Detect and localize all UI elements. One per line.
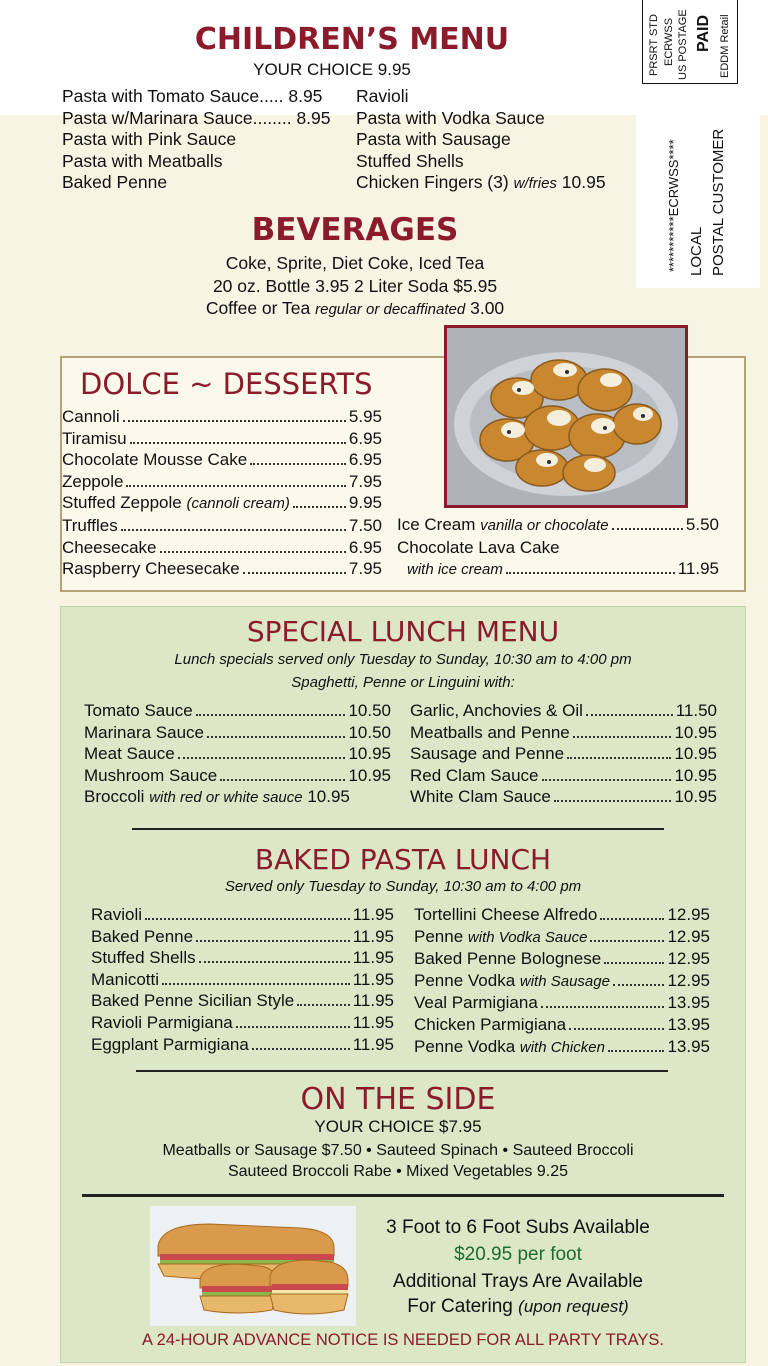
list-item: Red Clam Sauce 10.95	[410, 765, 717, 785]
subs-price: $20.95 per foot	[454, 1244, 582, 1265]
list-item: Manicotti 11.95	[91, 969, 394, 989]
baked-right-list	[414, 904, 710, 1058]
lava-cake-note: with ice cream 11.95	[407, 559, 719, 579]
postal-customer-panel	[636, 90, 760, 288]
subs-info	[360, 1214, 676, 1319]
list-item: Pasta with Tomato Sauce..... 8.95	[62, 86, 323, 106]
list-item: Pasta w/Marinara Sauce........ 8.95	[62, 107, 331, 128]
special-lunch-subtitle: Lunch specials served only Tuesday to Sunday, 10:30 am to 4:00 pm	[174, 651, 632, 668]
list-item: Veal Parmigiana 13.95	[414, 993, 710, 1013]
desserts-list	[62, 406, 382, 580]
list-item: Chocolate Mousse Cake 6.95	[62, 450, 382, 470]
special-lunch-title: SPECIAL LUNCH MENU	[246, 615, 560, 648]
lunch-right-list	[410, 700, 717, 808]
list-item: Stuffed Shells	[356, 150, 464, 171]
list-item: Sausage and Penne 10.95	[410, 744, 717, 764]
postage-line: ECRWSS	[663, 17, 675, 66]
side-line: Sauteed Broccoli Rabe • Mixed Vegetables 9.25	[227, 1163, 569, 1180]
list-item: Stuffed Shells 11.95	[91, 948, 394, 968]
list-item: Baked Penne Bolognese 12.95	[414, 949, 710, 969]
postal-customer-label: POSTAL CUSTOMER	[710, 128, 727, 276]
postage-line: PRSRT STD	[648, 14, 660, 76]
section-divider	[136, 1070, 668, 1072]
childrens-menu-title: CHILDREN’S MENU	[194, 22, 510, 57]
baked-pasta-subtitle: Served only Tuesday to Sunday, 10:30 am to 4:00 pm	[224, 878, 582, 895]
list-item: Chicken Fingers (3) w/fries 10.95	[356, 172, 606, 193]
postage-indicia	[642, 0, 738, 84]
childrens-left-list	[62, 86, 352, 194]
list-item: Ravioli 11.95	[91, 905, 394, 924]
subs-line: 3 Foot to 6 Foot Subs Available	[386, 1217, 650, 1238]
list-item: Baked Penne	[62, 172, 168, 193]
baked-pasta-title: BAKED PASTA LUNCH	[254, 843, 552, 876]
side-line: Meatballs or Sausage $7.50 • Sauteed Spinach • Sauteed Broccoli	[162, 1142, 634, 1159]
list-item: Ravioli Parmigiana 11.95	[91, 1012, 394, 1032]
ice-cream-item: Ice Cream vanilla or chocolate 5.50 Chocolate Lava Cake with ice cream 11.95	[397, 514, 719, 581]
list-item: Broccoli with red or white sauce 10.95	[84, 787, 350, 807]
on-the-side-list	[0, 1140, 768, 1182]
ecrwss-line: ***********ECRWSS****	[666, 139, 681, 272]
on-the-side-subtitle: YOUR CHOICE $7.95	[314, 1117, 482, 1136]
beverages-list	[60, 252, 650, 322]
list-item: Chicken Parmigiana 13.95	[414, 1014, 710, 1034]
list-item: Pasta with Meatballs	[62, 150, 223, 171]
list-item: Baked Penne Sicilian Style 11.95	[91, 991, 394, 1011]
list-item: Tiramisu 6.95	[62, 428, 382, 448]
list-item: Tomato Sauce 10.50	[84, 701, 391, 720]
list-item: Meatballs and Penne 10.95	[410, 722, 717, 742]
beverages-line: Coffee or Tea regular or decaffinated 3.00	[205, 298, 505, 318]
list-item: Pasta with Vodka Sauce	[356, 107, 545, 128]
subs-line: For Catering (upon request)	[407, 1296, 629, 1317]
special-lunch-subtitle-2: Spaghetti, Penne or Linguini with:	[291, 674, 515, 691]
postage-paid: PAID	[695, 14, 712, 52]
list-item: Cheesecake 6.95	[62, 537, 382, 557]
subs-photo	[150, 1206, 356, 1326]
list-item: Baked Penne 11.95	[91, 926, 394, 946]
list-item: Zeppole 7.95	[62, 471, 382, 491]
list-item: Tortellini Cheese Alfredo 12.95	[414, 905, 710, 924]
list-item: Eggplant Parmigiana 11.95	[91, 1034, 394, 1054]
list-item: Penne Vodka with Chicken 13.95	[414, 1036, 710, 1056]
zeppole-illustration	[447, 328, 685, 505]
childrens-menu-subtitle: YOUR CHOICE 9.95	[253, 60, 411, 79]
list-item: Mushroom Sauce 10.95	[84, 765, 391, 785]
postage-line: US POSTAGE	[677, 9, 689, 80]
list-item: Meat Sauce 10.95	[84, 744, 391, 764]
list-item: Raspberry Cheesecake 7.95	[62, 559, 382, 579]
section-divider	[132, 828, 664, 830]
baked-left-list	[91, 904, 394, 1055]
list-item: Marinara Sauce 10.50	[84, 722, 391, 742]
beverages-title: BEVERAGES	[251, 212, 459, 248]
lunch-left-list	[84, 700, 391, 809]
list-item: Truffles 7.50	[62, 515, 382, 535]
subs-illustration	[150, 1206, 356, 1326]
beverages-line: Coke, Sprite, Diet Coke, Iced Tea	[225, 253, 485, 273]
desserts-title: DOLCE ~ DESSERTS	[80, 367, 373, 401]
on-the-side-title: ON THE SIDE	[300, 1082, 496, 1117]
list-item: Ravioli	[356, 86, 409, 106]
postage-line: EDDM Retail	[719, 14, 731, 78]
list-item: Garlic, Anchovies & Oil 11.50	[410, 701, 717, 720]
lava-cake-name: Chocolate Lava Cake	[397, 537, 560, 557]
list-item: Pasta with Sausage	[356, 129, 511, 150]
party-tray-notice: A 24-HOUR ADVANCE NOTICE IS NEEDED FOR ALL PARTY TRAYS.	[141, 1331, 665, 1349]
list-item: Stuffed Zeppole (cannoli cream) 9.95	[62, 493, 382, 513]
local-label: LOCAL	[688, 226, 705, 276]
list-item: White Clam Sauce 10.95	[410, 787, 717, 807]
subs-line: Additional Trays Are Available	[393, 1271, 643, 1292]
list-item: Pasta with Pink Sauce	[62, 129, 237, 150]
zeppole-photo	[444, 325, 688, 508]
beverages-line: 20 oz. Bottle 3.95 2 Liter Soda $5.95	[212, 275, 498, 296]
section-divider	[82, 1194, 724, 1197]
childrens-right-list	[356, 86, 641, 195]
list-item: Penne with Vodka Sauce 12.95	[414, 926, 710, 946]
list-item: Penne Vodka with Sausage 12.95	[414, 970, 710, 990]
list-item: Cannoli 5.95	[62, 407, 382, 426]
